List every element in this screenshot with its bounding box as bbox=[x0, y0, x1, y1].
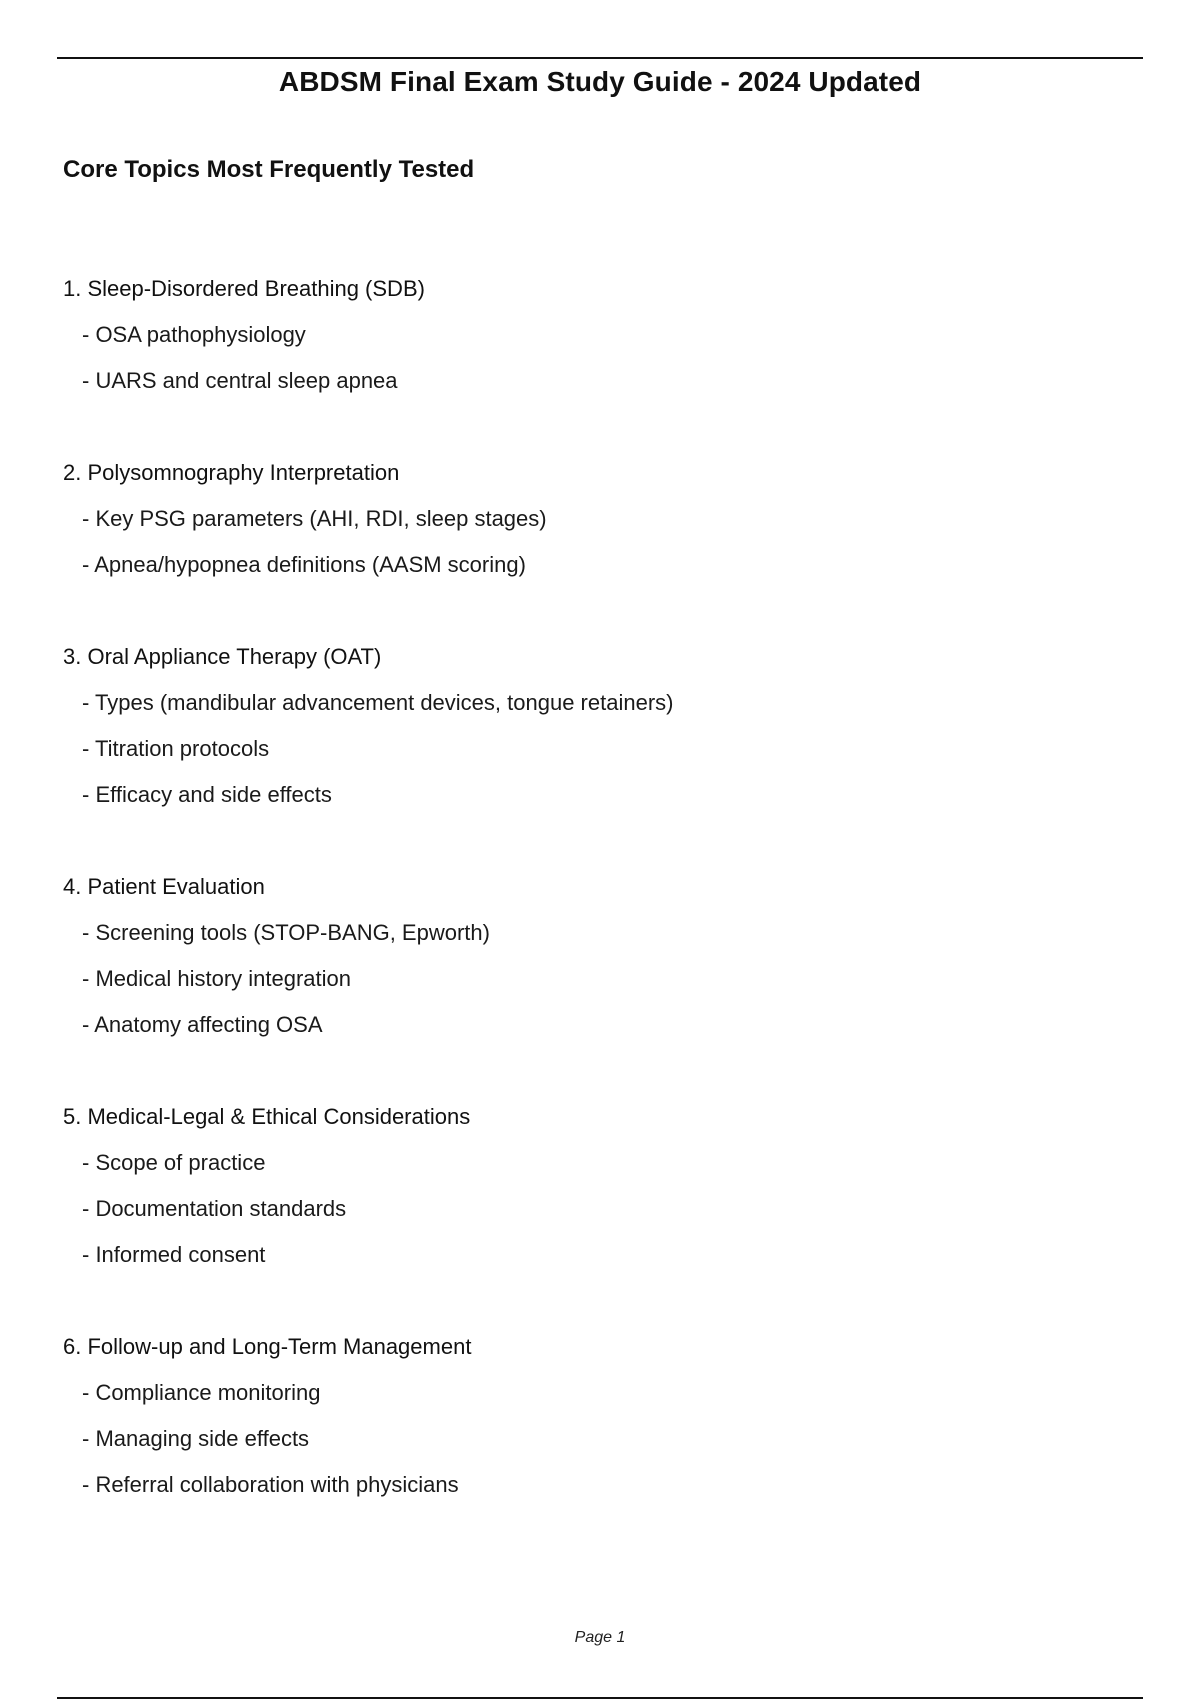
document-title: ABDSM Final Exam Study Guide - 2024 Updated bbox=[278, 66, 922, 97]
topic-section bbox=[63, 1094, 1113, 1278]
section-item: - Informed consent bbox=[82, 1242, 266, 1267]
top-rule bbox=[57, 57, 1143, 59]
section-item: - Screening tools (STOP-BANG, Epworth) bbox=[82, 920, 490, 945]
section-heading: 6. Follow-up and Long-Term Management bbox=[63, 1334, 472, 1359]
section-item: - Anatomy affecting OSA bbox=[82, 1012, 323, 1037]
document-subtitle: Core Topics Most Frequently Tested bbox=[63, 156, 475, 183]
section-item: - Key PSG parameters (AHI, RDI, sleep stages) bbox=[82, 506, 547, 531]
section-item: - Medical history integration bbox=[82, 966, 352, 991]
section-item: - Scope of practice bbox=[82, 1150, 266, 1175]
section-heading: 1. Sleep-Disordered Breathing (SDB) bbox=[63, 276, 425, 301]
topic-section bbox=[63, 1324, 1113, 1508]
section-item: - Apnea/hypopnea definitions (AASM scoring) bbox=[82, 552, 526, 577]
section-item: - Referral collaboration with physicians bbox=[82, 1472, 459, 1497]
section-heading: 2. Polysomnography Interpretation bbox=[63, 460, 400, 485]
section-item: - Titration protocols bbox=[82, 736, 270, 761]
section-heading: 3. Oral Appliance Therapy (OAT) bbox=[63, 644, 382, 669]
bottom-rule bbox=[57, 1697, 1143, 1699]
section-item: - Managing side effects bbox=[82, 1426, 310, 1451]
section-item: - Types (mandibular advancement devices, tongue retainers) bbox=[82, 690, 674, 715]
section-heading: 5. Medical-Legal & Ethical Considerations bbox=[63, 1104, 471, 1129]
page-number: Page 1 bbox=[574, 1629, 626, 1646]
topic-section bbox=[63, 266, 1113, 404]
topic-sections bbox=[63, 266, 1113, 1554]
section-heading: 4. Patient Evaluation bbox=[63, 874, 265, 899]
section-item: - OSA pathophysiology bbox=[82, 322, 306, 347]
topic-section bbox=[63, 450, 1113, 588]
section-item: - Efficacy and side effects bbox=[82, 782, 332, 807]
section-item: - UARS and central sleep apnea bbox=[82, 368, 398, 393]
section-item: - Documentation standards bbox=[82, 1196, 347, 1221]
topic-section bbox=[63, 634, 1113, 818]
topic-section bbox=[63, 864, 1113, 1048]
section-item: - Compliance monitoring bbox=[82, 1380, 321, 1405]
